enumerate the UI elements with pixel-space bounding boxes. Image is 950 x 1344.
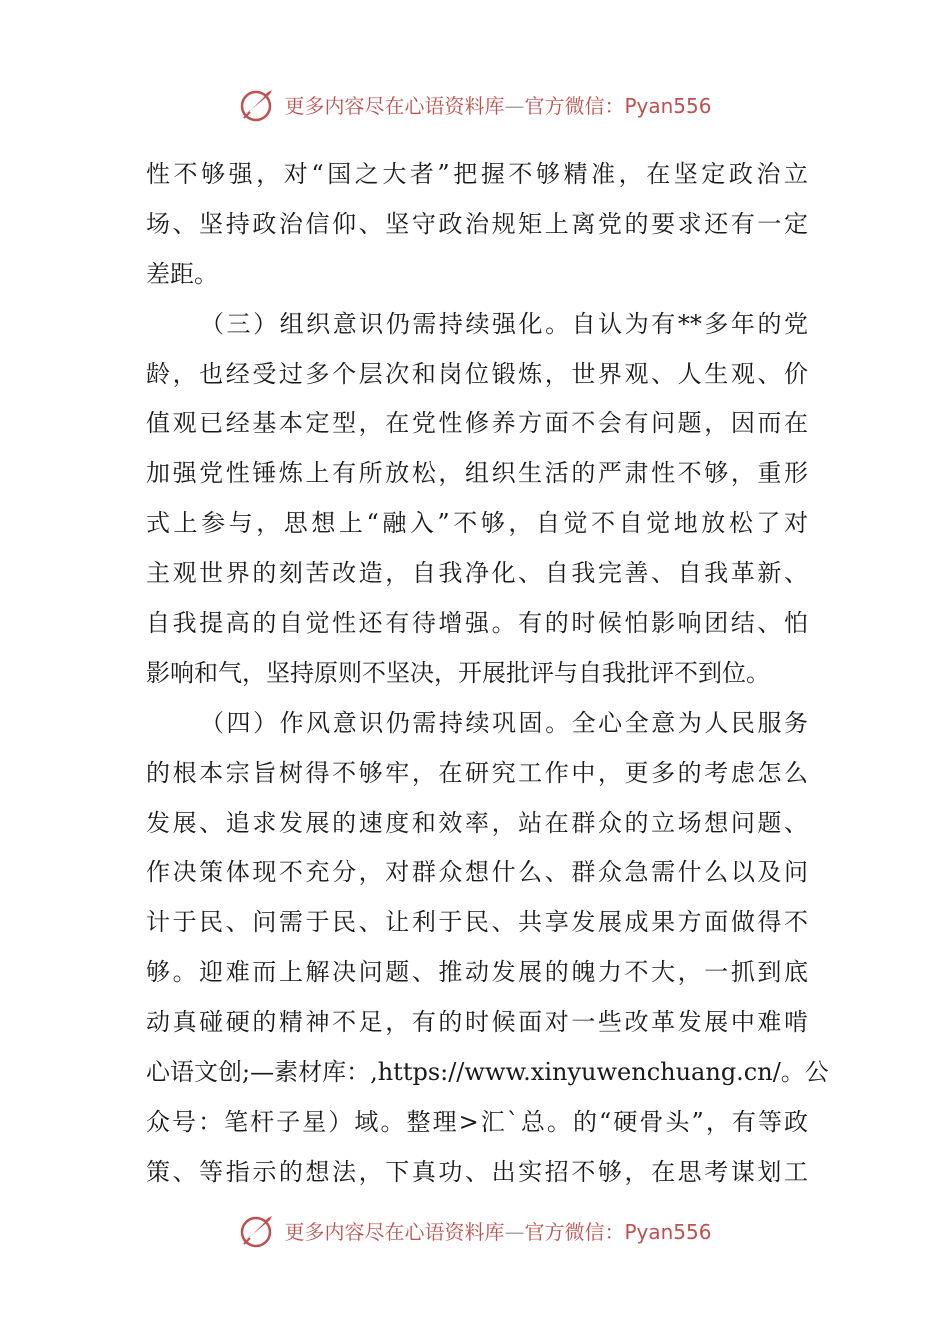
body-line: 式上参与，思想上“融入”不够，自觉不自觉地放松了对 [146,509,808,538]
banner-main-text: 更多内容尽在心语资料库 [284,1219,505,1244]
banner-main-text: 更多内容尽在心语资料库 [284,93,505,118]
header-banner [0,82,950,126]
body-line: 加强党性锤炼上有所放松，组织生活的严肃性不够，重形 [146,459,808,488]
section-heading-line: （三）组织意识仍需持续强化。自认为有**多年的党 [200,309,808,338]
body-line: 龄，也经受过多个层次和岗位锻炼，世界观、人生观、价 [146,359,808,388]
banner-text [284,1216,711,1245]
body-line: 自我提高的自觉性还有待增强。有的时候怕影响团结、怕 [146,609,808,638]
quill-logo-icon [238,84,278,124]
body-line: 差距。 [146,259,218,288]
body-line: 动真碰硬的精神不足，有的时候面对一些改革发展中难啃 [146,1008,808,1037]
banner-wechat-text: 官方微信：Pyan556 [524,1219,712,1244]
watermark-line: 心语文创;—素材库：,https://www.xinyuwenchuang.cn/。公 [146,1058,829,1087]
body-line: 够。迎难而上解决问题、推动发展的魄力不大，一抓到底 [146,958,808,987]
footer-banner [0,1208,950,1252]
section-heading-line: （四）作风意识仍需持续巩固。全心全意为人民服务 [200,708,808,737]
body-line: 影响和气，坚持原则不坚决，开展批评与自我批评不到位。 [146,658,770,687]
body-line: 值观已经基本定型，在党性修养方面不会有问题，因而在 [146,409,808,438]
body-line: 场、坚持政治信仰、坚守政治规矩上离党的要求还有一定 [146,209,808,238]
banner-text [284,90,711,119]
body-line: 众号：笔杆子星）域。整理>汇`总。的“硬骨头”，有等政 [146,1107,808,1136]
document-body [146,150,829,1198]
banner-wechat-text: 官方微信：Pyan556 [524,93,712,118]
banner-dash: — [504,93,525,118]
body-line: 策、等指示的想法，下真功、出实招不够，在思考谋划工 [146,1157,808,1186]
body-line: 发展、追求发展的速度和效率，站在群众的立场想问题、 [146,808,808,837]
body-line: 的根本宗旨树得不够牢，在研究工作中，更多的考虑怎么 [146,758,808,787]
quill-logo-icon [238,1210,278,1250]
banner-dash: — [504,1219,525,1244]
body-line: 作决策体现不充分，对群众想什么、群众急需什么以及问 [146,858,808,887]
body-line: 计于民、问需于民、让利于民、共享发展成果方面做得不 [146,908,808,937]
body-line: 性不够强，对“国之大者”把握不够精准，在坚定政治立 [146,160,808,188]
body-line: 主观世界的刻苦改造，自我净化、自我完善、自我革新、 [146,559,808,588]
